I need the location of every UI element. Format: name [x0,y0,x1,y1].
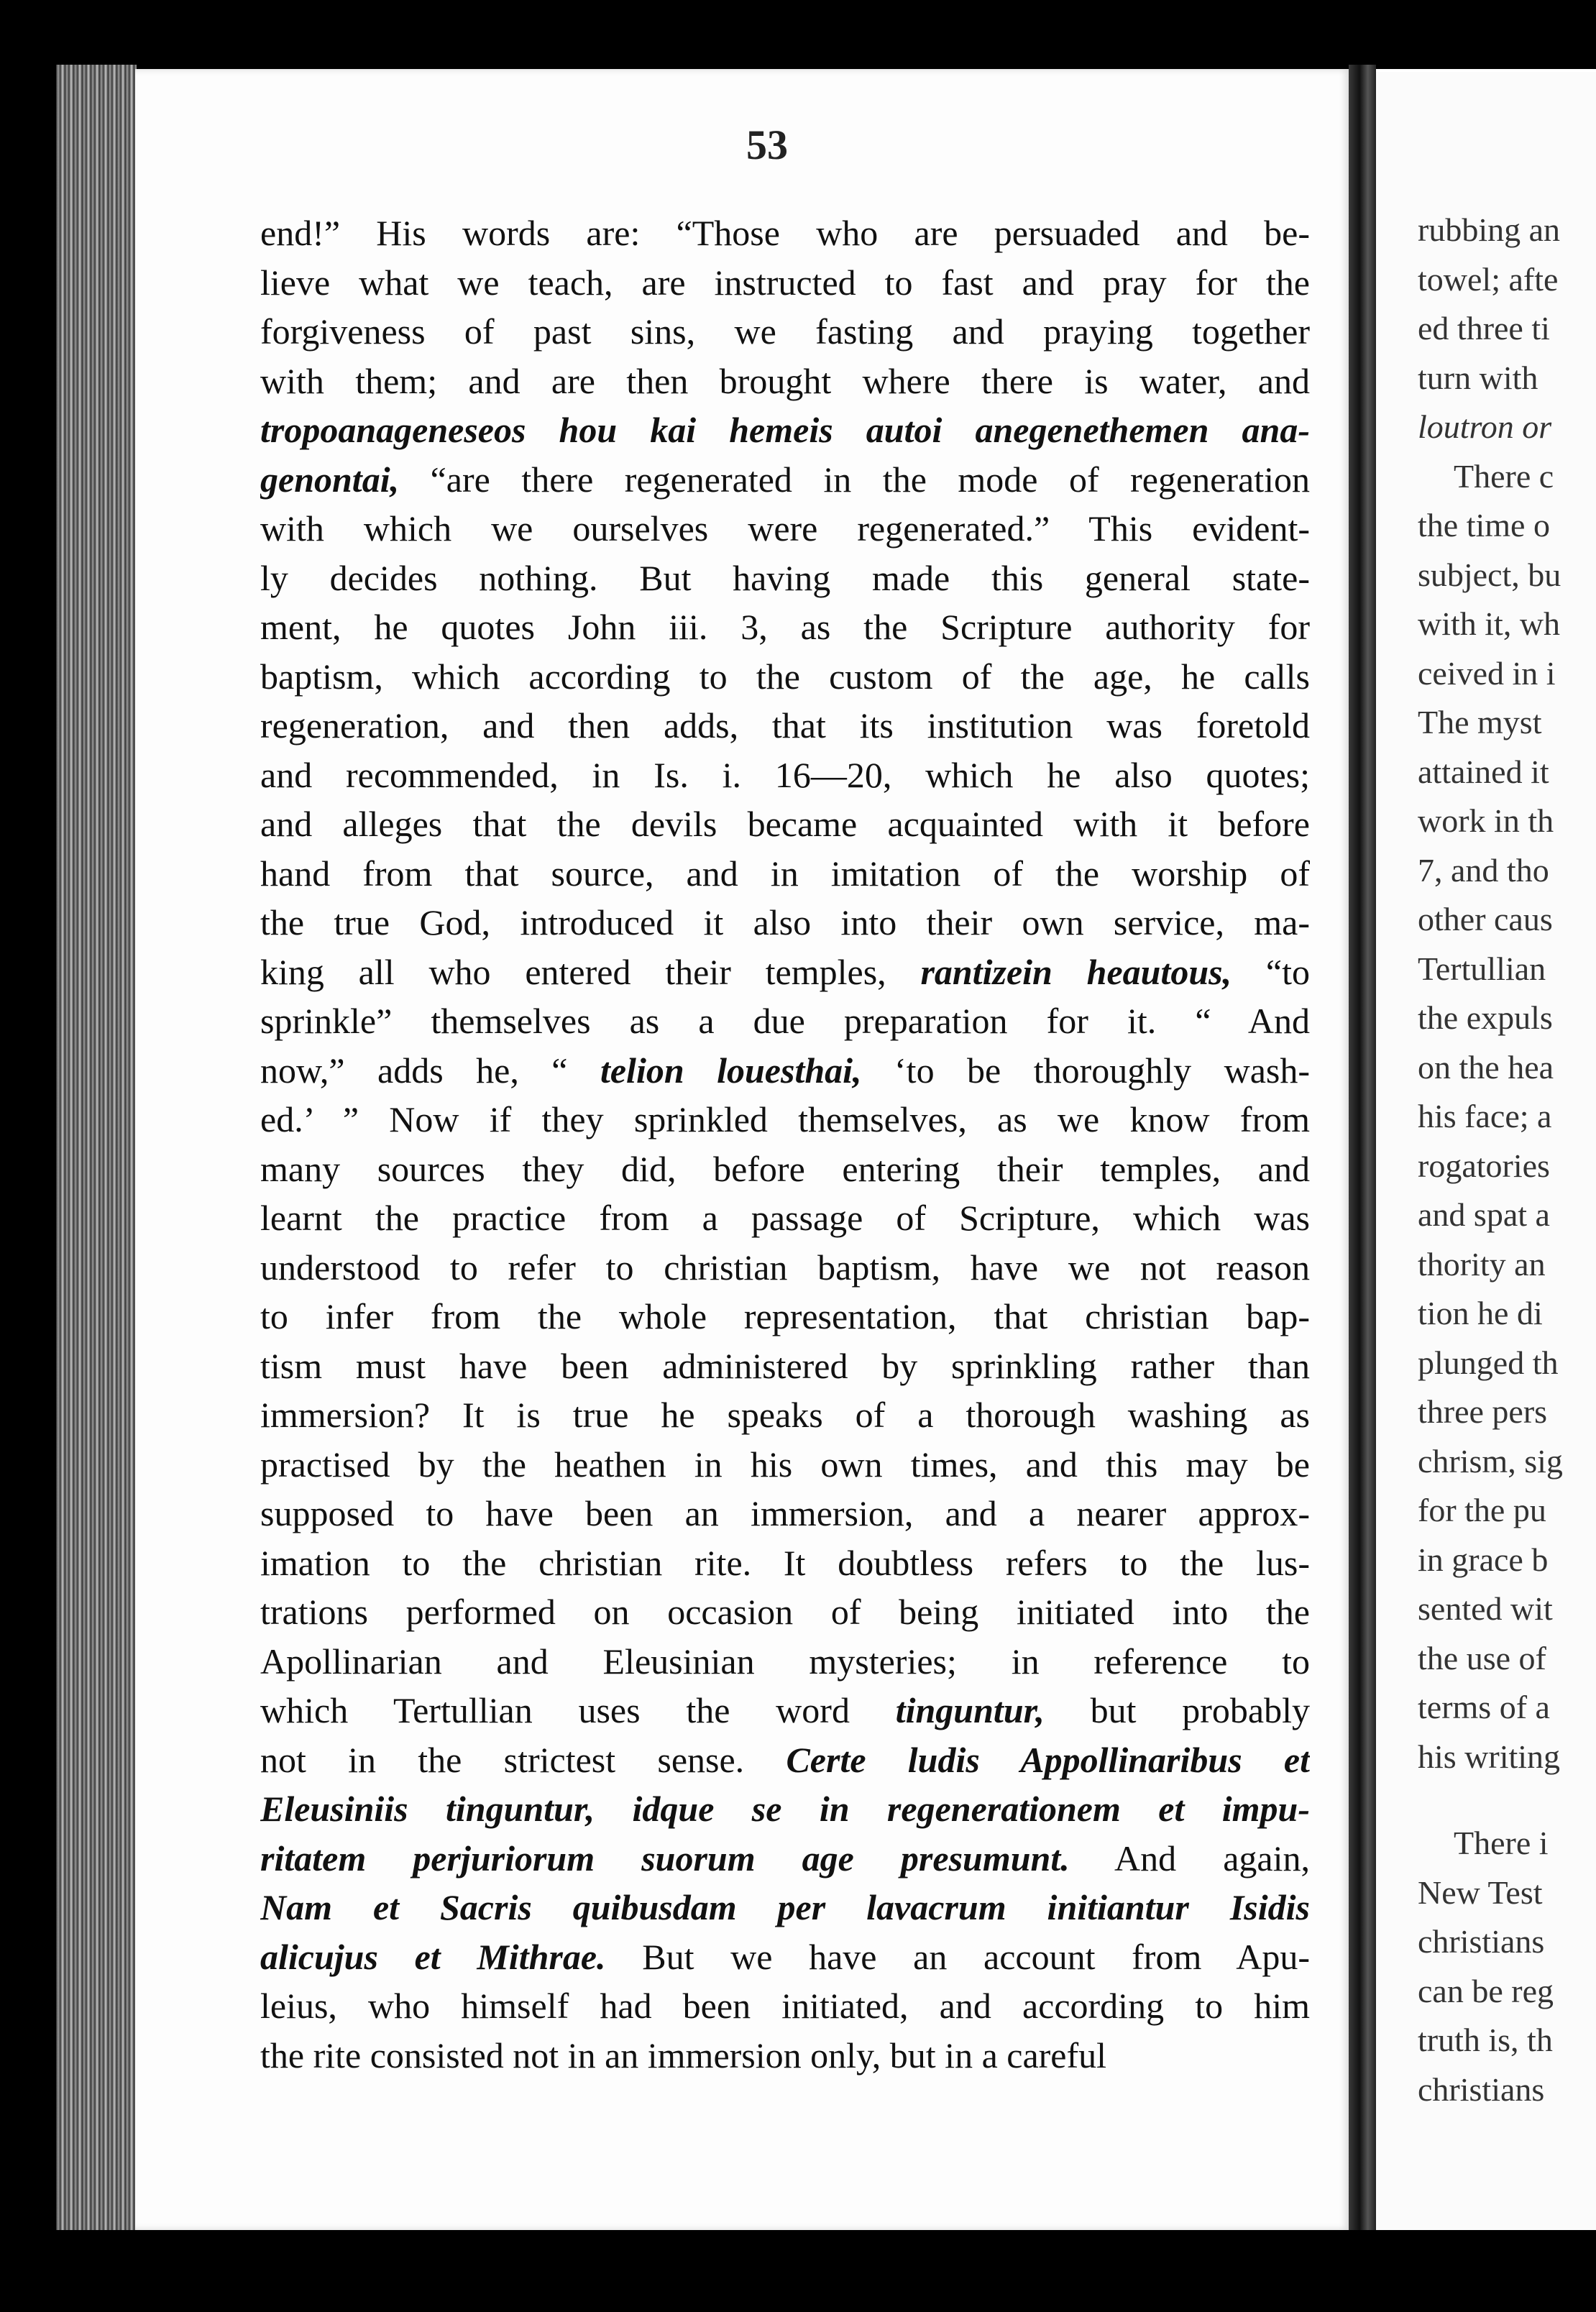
scan-bottom-border [0,2230,1596,2312]
text-segment: But we have an account from Apu- [605,1936,1310,1977]
text-line [260,2031,1310,2081]
italic-text: telion louesthai, [600,1050,862,1091]
right-text-line: Tertullian [1418,950,1546,987]
right-text-line: on the hea [1418,1048,1554,1086]
text-line [260,1637,1310,1687]
text-segment: imation to the christian rite. It doubtless refers to the lus- [260,1542,1310,1583]
text-segment: but probably [1044,1690,1310,1730]
text-line [260,1292,1310,1341]
text-segment: the true God, introduced it also into their own service, ma- [260,902,1310,942]
text-segment: the rite consisted not in an immersion only, but in a careful [260,2035,1107,2075]
text-segment: with them; and are then brought where there is water, and [260,360,1310,401]
right-text-line: the expuls [1418,999,1553,1036]
right-text-line: chrism, sig [1418,1442,1563,1480]
text-line [260,208,1310,258]
text-segment: which Tertullian uses the word [260,1690,896,1730]
right-text-line: thority an [1418,1245,1546,1283]
italic-text: ritatem perjuriorum suorum age presumunt. [260,1838,1070,1878]
right-text-line: the time o [1418,507,1550,543]
scan-top-border [0,0,1596,69]
text-line [260,1489,1310,1538]
text-segment: forgiveness of past sins, we fasting and praying together [260,311,1310,352]
text-line [260,1686,1310,1735]
text-segment: understood to refer to christian baptism, have we not reason [260,1247,1310,1288]
right-text-line: can be reg [1418,1972,1554,2009]
italic-text: Certe ludis Appollinaribus et [786,1739,1310,1780]
right-text-line: tion he di [1418,1295,1543,1331]
text-line [260,701,1310,751]
text-segment: And again, [1069,1838,1310,1878]
italic-text: genontai, [260,459,400,500]
page-number: 53 [746,121,788,168]
right-text-line: plunged th [1418,1344,1559,1381]
right-text-line: The myst [1418,704,1542,740]
right-text-line: for the pu [1418,1492,1546,1528]
text-line [260,554,1310,603]
text-line [260,307,1310,357]
right-text-line: loutron or [1418,408,1552,445]
text-segment: regeneration, and then adds, that its institution was foretold [260,705,1310,746]
italic-text: Nam et Sacris quibusdam per lavacrum initiantur Isidis [260,1887,1310,1927]
right-text-line: terms of a [1418,1689,1550,1725]
text-segment: practised by the heathen in his own times, and this may be [260,1444,1310,1485]
right-text-line: his writing [1418,1738,1561,1775]
text-line [260,1243,1310,1293]
text-line [260,1193,1310,1243]
text-line [260,1144,1310,1194]
text-segment: immersion? It is true he speaks of a thorough washing as [260,1395,1310,1435]
text-line [260,1341,1310,1391]
right-text-line: work in th [1418,802,1554,839]
right-text-line: and spat a [1418,1196,1550,1233]
right-text-line: There c [1454,457,1554,495]
right-page-text [1418,206,1596,2114]
text-line [260,1390,1310,1440]
book-gutter [1349,65,1376,2230]
right-page [1376,72,1596,2230]
text-segment: leius, who himself had been initiated, and according to him [260,1986,1310,2026]
text-segment: tism must have been administered by sprinkling rather than [260,1345,1310,1386]
left-page-text [260,208,1310,2080]
text-segment: with which we ourselves were regenerated.” This evident- [260,508,1310,549]
right-text-line: New Test [1418,1873,1543,1911]
text-line [260,799,1310,849]
text-segment: many sources they did, before entering their temples, and [260,1148,1310,1189]
text-line [260,357,1310,406]
right-text-line: 7, and tho [1418,851,1549,889]
text-segment: now,” adds he, “ [260,1050,600,1091]
right-text-line: three pers [1418,1393,1548,1430]
right-text-line: in grace b [1418,1541,1549,1578]
text-segment: to infer from the whole representation, that christian bap- [260,1296,1310,1336]
right-text-line: rubbing an [1418,211,1561,248]
right-text-line: turn with [1418,359,1538,396]
italic-text: tinguntur, [895,1690,1045,1730]
text-line [260,602,1310,652]
text-line [260,1046,1310,1096]
text-segment: baptism, which according to the custom of the age, he calls [260,656,1310,697]
text-line [260,948,1310,997]
scan-left-border [0,0,65,2312]
right-text-line: ceived in i [1418,654,1556,692]
text-segment: king all who entered their temples, [260,951,921,992]
text-line [260,455,1310,505]
right-text-line: christians [1418,2070,1545,2108]
text-line [260,1440,1310,1490]
text-segment: ‘to be thoroughly wash- [861,1050,1310,1091]
text-segment: lieve what we teach, are instructed to fast and pray for the [260,262,1310,303]
text-line [260,258,1310,308]
right-text-line: attained it [1418,753,1549,790]
right-text-line: his face; a [1418,1098,1552,1134]
right-text-line: with it, wh [1418,605,1561,642]
text-segment: sprinkle” themselves as a due preparation for it. “ And [260,1001,1310,1041]
text-segment: and recommended, in Is. i. 16—20, which he also quotes; [260,754,1310,795]
text-segment: learnt the practice from a passage of Scripture, which was [260,1198,1310,1238]
right-text-line: ed three ti [1418,310,1550,347]
text-line [260,849,1310,899]
text-line [260,652,1310,702]
right-text-line: towel; afte [1418,260,1559,298]
italic-text: Eleusiniis tinguntur, idque se in regenerationem et impu- [260,1789,1310,1829]
text-segment: Apollinarian and Eleusinian mysteries; in reference to [260,1641,1310,1682]
text-line [260,405,1310,455]
italic-text: alicujus et Mithrae. [260,1936,606,1977]
right-text-line: sented wit [1418,1590,1553,1627]
text-line [260,504,1310,554]
text-line [260,1538,1310,1588]
text-segment: hand from that source, and in imitation of the worship of [260,853,1310,894]
text-line [260,1735,1310,1785]
text-segment: “to [1232,951,1310,992]
text-line [260,751,1310,800]
right-text-line: truth is, th [1418,2022,1553,2058]
text-line [260,898,1310,948]
right-text-line: christians [1418,1923,1545,1960]
text-line [260,996,1310,1046]
text-line [260,1095,1310,1144]
text-segment: not in the strictest sense. [260,1739,786,1780]
right-text-line: other caus [1418,901,1553,937]
text-segment: “are there regenerated in the mode of regeneration [399,459,1310,500]
italic-text: rantizein heautous, [920,951,1232,992]
text-segment: trations performed on occasion of being initiated into the [260,1592,1310,1632]
text-line [260,1587,1310,1637]
italic-text: tropoanageneseos hou kai hemeis autoi anegenethemen ana- [260,410,1310,450]
text-segment: supposed to have been an immersion, and a nearer approx- [260,1493,1310,1533]
text-line [260,1834,1310,1884]
text-line [260,1932,1310,1982]
text-segment: end!” His words are: “Those who are persuaded and be- [260,213,1310,253]
right-text-line: the use of [1418,1639,1546,1676]
text-line [260,1883,1310,1932]
text-segment: and alleges that the devils became acquainted with it before [260,804,1310,844]
text-line [260,1981,1310,2031]
text-segment: ed.’ ” Now if they sprinkled themselves, as we know from [260,1099,1310,1139]
text-line [260,1784,1310,1834]
book-page-edges [56,65,137,2230]
right-text-line: rogatories [1418,1147,1550,1184]
right-text-line: There i [1454,1825,1549,1861]
text-segment: ly decides nothing. But having made this general state- [260,557,1310,598]
text-segment: ment, he quotes John iii. 3, as the Scripture authority for [260,607,1310,647]
right-text-line: subject, bu [1418,556,1561,593]
